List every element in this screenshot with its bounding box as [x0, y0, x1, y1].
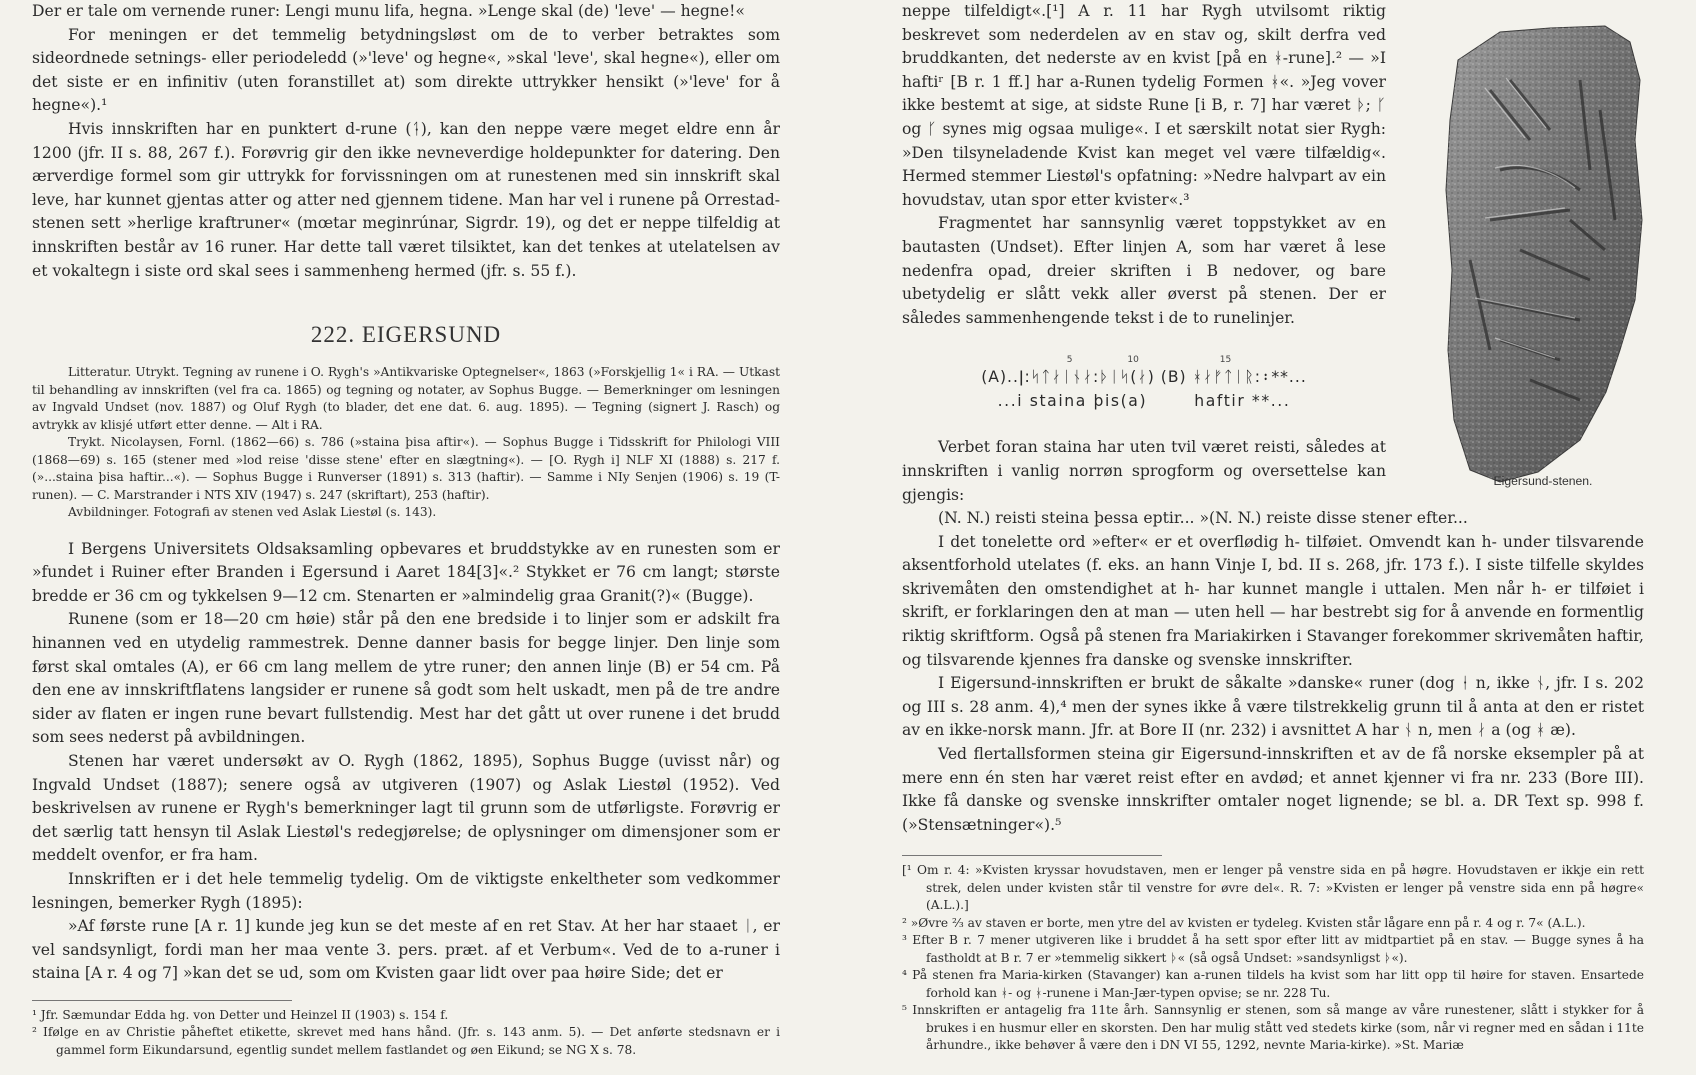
paragraph: I Bergens Universitets Oldsaksamling opbevares et bruddstykke av en runesten som er »fundet i Ruiner efter Branden i Egersund i Aaret 184[3]«.² Stykket er 76 cm langt; største bredde er 36 cm og tykkelsen 9—12 cm. Stenarten er »almindelig graa Granit(?)« (Bugge).: [32, 539, 780, 605]
right-page: [902, 0, 1644, 1055]
paragraph: For meningen er det temmelig betydningsløst om de to verber betraktes som sideordnede setnings- eller periodeledd (»'leve' og hegne«, »skal 'leve', skal hegne«), eller om det siste er en infinitiv (uten foranstillet at) som direkte uttrykker hensikt (»'leve' for å hegne«).¹: [32, 25, 780, 115]
literature-block: [32, 364, 780, 522]
footnote: ³ Efter B r. 7 mener utgiveren like i bruddet å ha sett spor efter litt av midtpartiet på en stav. — Bugge synes å ha fastholdt at B r. 7 er »temmelig sikkert ᚦ« (så også Undset: »sandsynligst ᚦ«).: [902, 933, 1644, 965]
footnote-divider: [902, 855, 1162, 856]
paragraph: (N. N.) reisti steina þessa eptir... »(N. N.) reiste disse stener efter...: [938, 509, 1468, 528]
literature-paragraph: Avbildninger. Fotografi av stenen ved Aslak Liestøl (s. 143).: [68, 505, 437, 520]
literature-paragraph: Litteratur. Utrykt. Tegning av runene i O. Rygh's »Antikvariske Optegnelser«, 1863 (»Forskjellig 1« i RA. — Utkast til behandling av innskriften (vel fra ca. 1865) og tegning og notater, av Sophus Bugge. — Bemerkninger om lesningen av Ingvald Undset (nov. 1887) og Oluf Rygh (to blader, det ene dat. 6. aug. 1895). — Tegning (signert J. Rasch) og avtrykk av klisjé utført etter denne. — Alt i RA.: [32, 365, 780, 432]
right-lower-text: [902, 507, 1644, 837]
runestone-photo-icon: [1430, 10, 1656, 500]
footnote: [¹ Om r. 4: »Kvisten kryssar hovudstaven, men er lenger på venstre sida en på høgre. Hovudstaven er ikkje ein rett strek, delen under kvisten står til venstre for øvre del«. R. 7: »Kvisten er lenger på venstre sida enn på høgre« (A.L.).]: [902, 863, 1644, 913]
transliteration-line: [902, 390, 1386, 412]
paragraph: Innskriften er i det hele temmelig tydelig. Om de viktigste enkeltheter som vedkommer lesningen, bemerker Rygh (1895):: [32, 869, 780, 912]
paragraph: Fragmentet har sannsynlig været toppstykket av en bautasten (Undset). Efter linjen A, som har været å lese nedenfra opad, dreier skriften i B nedover, og bare ubetydelig er slått vekk aller øverst på stenen. Der er således sammenhengende tekst i de to runelinjer.: [902, 214, 1386, 327]
footnote: ² »Øvre ²⁄₃ av staven er borte, men ytre del av kvisten er tydeleg. Kvisten står lågare enn på r. 4 og r. 7« (A.L.).: [902, 915, 1586, 930]
paragraph: »Af første rune [A r. 1] kunde jeg kun se det meste af en ret Stav. At her har staaet ᛁ, er vel sandsynligt, fordi man her maa vente 3. pers. præt. af et Verbum«. Ved de to a-runer i staina [A r. 4 og 7] »kan det se ud, som om Kvisten gaar lidt over paa høire Side; det er: [32, 917, 780, 983]
paragraph: I Eigersund-innskriften er brukt de såkalte »danske« runer (dog ᚽ n, ikke ᚾ, jfr. I s. 202 og III s. 28 anm. 4),⁴ men der synes ikke å være tilstrekkelig grunn til å anta at den er ristet av en ikke-norsk mann. Jfr. at Bore II (nr. 232) i avsnittet A har ᚾ n, men ᛅ a (og ᚼ æ).: [902, 674, 1644, 740]
footnote: ⁵ Innskriften er antagelig fra 11te årh. Sannsynlig er stenen, som så mange av våre runestener, slått i stykker for å brukes i en husmur eller en skorsten. Den har mulig stått ved stedets kirke (som, når vi regner med en sådan i 11te århundre., ikke behøver å være den i DN VI 55, 1292, nevnte Maria-kirke). »St. Mariæ: [902, 1003, 1644, 1053]
left-footnotes: [32, 1000, 780, 1060]
right-footnotes: [902, 855, 1644, 1055]
footnote: ² Ifølge en av Christie påheftet etikette, skrevet med hans hånd. (Jfr. s. 143 anm. 5). — Det anførte stedsnavn er i gammel form Eikundarsund, egentlig sundet mellem fastlandet og øen Eikund; se NG X s. 78.: [32, 1025, 780, 1057]
rune-inscription: [902, 356, 1386, 412]
transliteration-a: ...i staina þis(a): [997, 392, 1148, 411]
left-page: [32, 0, 780, 1059]
footnote: ⁴ På stenen fra Maria-kirken (Stavanger) kan a-runen tildels ha kvist som har litt opp til høire for staven. Ensartede forhold kan ᚼ- og ᚼ-runene i Man-Jær-typen opvise; se nr. 228 Tu.: [902, 968, 1644, 1000]
paragraph: neppe tilfeldigt«.[¹] A r. 11 har Rygh utvilsomt riktig beskrevet som nederdelen av en stav og, skilt derfra ved bruddkanten, det nederste av en kvist [på en ᚼ-rune].² — »I haftiʳ [B r. 1 ff.] har a-Runen tydelig Formen ᚼ«. »Jeg vover ikke bestemt at sige, at sidste Rune [i B, r. 7] har været ᚦ; ᚴ og ᚴ synes mig ogsaa mulige«. I et særskilt notat sier Rygh: »Den tilsyneladende Kvist kan meget vel være tilfældig«. Hermed stemmer Liestøl's opfatning: »Nedre halvpart av ein hovudstav, utan spor etter kvister«.³: [902, 2, 1386, 209]
rune-number: 5: [1066, 355, 1073, 366]
section-title: 222. EIGERSUND: [310, 322, 502, 348]
paragraph: Hvis innskriften har en punktert d-rune (ᛑ), kan den neppe være meget eldre enn år 1200 (jfr. II s. 88, 267 f.). Forøvrig gir den ikke nevneverdige holdepunkter for datering. Den ærverdige formel som gir uttrykk for forvissningen om at runestenen med sin innskrift skal leve, har kunnet gjentas atter og atter ned gjennem tidene. Man har vel i runene på Orrestad-stenen sett »herlige kraftruner« (mœtar meginrúnar, Sigrdr. 19), og det er neppe tilfeldig at innskriften består av 16 runer. Har dette tall været tilsiktet, kan det tenkes at utelatelsen av et vokaltegn i siste ord skal sees i sammenheng hermed (jfr. s. 55 f.).: [32, 119, 780, 280]
right-top-text: [902, 0, 1386, 330]
literature-paragraph: Trykt. Nicolaysen, Fornl. (1862—66) s. 786 (»staina þisa aftir«). — Sophus Bugge i Tidsskrift for Philologi VIII (1868—69) s. 165 (stener med »lod reise 'disse stene' efter en slægtning«). — [O. Rygh i] NLF XI (1888) s. 217 f. (»...staina þisa haftir...«). — Sophus Bugge i Runverser (1891) s. 313 (haftir). — Samme i NIy Senjen (1906) s. 19 (T-runen). — C. Marstrander i NTS XIV (1947) s. 247 (skriftart), 253 (haftir).: [32, 435, 780, 502]
footnote: ¹ Jfr. Sæmundar Edda hg. von Detter und Heinzel II (1903) s. 154 f.: [32, 1007, 449, 1022]
rune-line: (A)..ǀ:ᛋᛏᛅᛁᚾᛅ:ᚦᛁᛋ(ᛅ) (B) ᚼᛅᚠᛏᛁᚱ:᛬**...: [981, 368, 1307, 387]
transliteration-b: haftir **...: [1194, 392, 1291, 411]
rune-number: 15: [1219, 355, 1232, 366]
paragraph: Stenen har været undersøkt av O. Rygh (1862, 1895), Sophus Bugge (uvisst når) og Ingvald Undset (1887); senere også av utgiveren (1907) og Aslak Liestøl (1952). Ved beskrivelsen av runene er Rygh's bemerkninger lagt til grunn som de utførligste. Forøvrig er det særlig tatt hensyn til Aslak Liestøl's redegjørelse; de oplysninger om dimensjoner som er meddelt ovenfor, er fra ham.: [32, 751, 780, 865]
right-middle-text: [902, 436, 1386, 507]
paragraph: I det tonelette ord »efter« er et overflødig h- tilføiet. Omvendt kan h- under tilsvarende aksentforhold utelates (f. eks. an hann Vinje I, bd. II s. 268, jfr. 173 f.). I siste tilfelle skyldes skrivemåten den omstendighet at h- har kunnet mangle i uttalen. Men når h- er tilføiet i skrift, er forklaringen den at man — uten hell — har bestrebt sig for å anvende en formentlig riktig skriftform. Også på stenen fra Mariakirken i Stavanger forekommer skrivemåten haftir, og tilsvarende kjennes fra danske og svenske innskrifter.: [902, 532, 1644, 669]
footnote-divider: [32, 1000, 292, 1001]
paragraph: Runene (som er 18—20 cm høie) står på den ene bredside i to linjer som er adskilt fra hinannen ved en utydelig rammestrek. Denne danner basis for begge linjer. Den linje som først skal omtales (A), er 66 cm lang mellem de ytre runer; den annen linje (B) er 54 cm. På den ene av innskriftflatens langsider er runene så godt som helt uskadt, men på de tre andre sider av flaten er ingen rune bevart fullstendig. Mest har det gått ut over runene i det brudd som sees nederst på avbildningen.: [32, 610, 780, 747]
paragraph: Der er tale om vernende runer: Lengi munu lifa, hegna. »Lenge skal (de) 'leve' — hegne!«: [32, 2, 745, 20]
rune-position-numbers: [902, 356, 1386, 364]
figure-caption: Eigersund-stenen.: [1493, 474, 1593, 488]
left-main-text: [32, 538, 780, 986]
rune-number: 10: [1127, 355, 1139, 366]
paragraph: Ved flertallsformen steina gir Eigersund-innskriften et av de få norske eksempler på at mere enn én sten har været reist efter en avdød; et annet kjenner vi fra nr. 233 (Bore III). Ikke få danske og svenske innskrifter omtaler noget lignende; se bl. a. DR Text sp. 998 f. (»Stensætninger«).⁵: [902, 745, 1644, 834]
paragraph: Verbet foran staina har uten tvil været reisti, således at innskriften i vanlig norrøn sprogform og oversettelse kan gjengis:: [902, 438, 1386, 504]
left-top-text: [32, 0, 780, 283]
